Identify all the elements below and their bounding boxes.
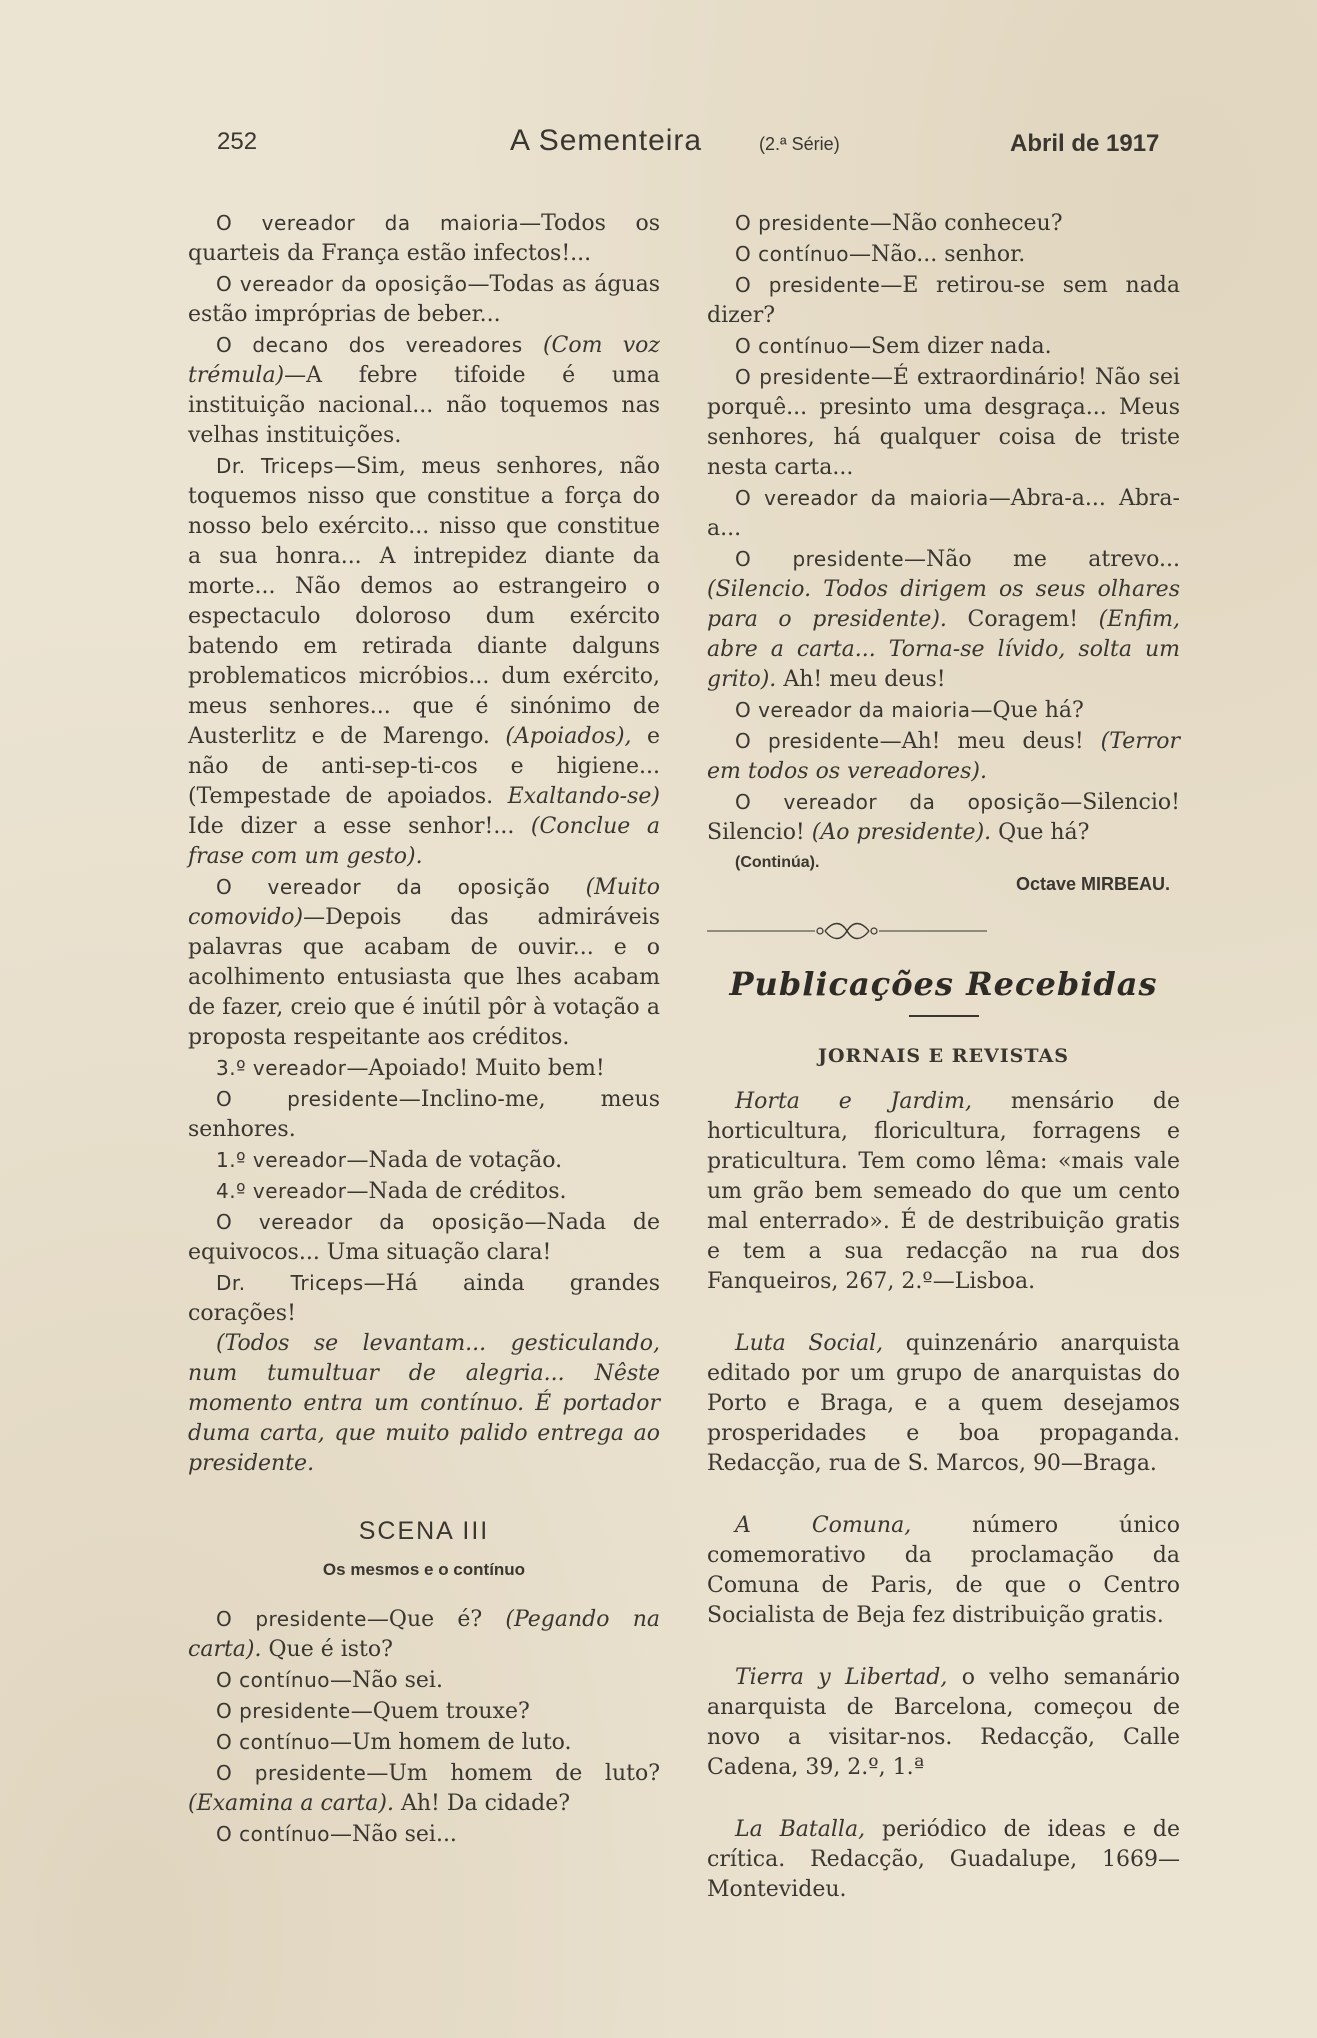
dialogue-line: O contínuo—Não sei. bbox=[216, 1668, 443, 1693]
dialogue-line: 4.º vereador—Nada de créditos. bbox=[216, 1179, 567, 1204]
dialogue-line: O presidente—Ah! meu deus! (Terror em todos os vereadores). bbox=[707, 729, 1181, 784]
dialogue-line: O presidente—Um homem de luto? (Examina a carta). Ah! Da cidade? bbox=[188, 1761, 660, 1816]
dialogue-line: O presidente—É extraordinário! Não sei porquê... presinto uma desgraça... Meus senhores, há qualquer coisa de triste nesta carta... bbox=[707, 365, 1181, 480]
author-signature: Octave MIRBEAU. bbox=[1015, 874, 1170, 894]
page-number: 252 bbox=[217, 128, 258, 155]
dialogue-line: O presidente—Que é? (Pegando na carta). Que é isto? bbox=[188, 1607, 660, 1662]
right-column bbox=[707, 208, 1180, 1937]
issue-date: Abril de 1917 bbox=[1010, 130, 1160, 157]
dialogue-line: O vereador da oposição—Nada de equivocos... Uma situação clara! bbox=[188, 1210, 660, 1265]
publication-entry: Horta e Jardim, mensário de horticultura, floricultura, forragens e praticultura. Tem como lêma: «mais vale um grão bem semeado do que um cento mal enterrado». É de destribuição gratis e tem a sua redacção na rua dos Fanqueiros, 267, 2.º—Lisboa. bbox=[707, 1089, 1180, 1294]
dialogue-line: O presidente—Inclino-me, meus senhores. bbox=[188, 1087, 660, 1142]
publication-entry: La Batalla, periódico de ideas e de crítica. Redacção, Guadalupe, 1669—Montevideu. bbox=[707, 1817, 1180, 1902]
journal-title: A Sementeira bbox=[510, 124, 703, 157]
dialogue-line: O presidente—Não me atrevo... (Silencio. Todos dirigem os seus olhares para o presidente). Coragem! (Enfim, abre a carta... Torna-se lívido, solta um grito). Ah! meu deus! bbox=[707, 547, 1181, 692]
dialogue-line: 1.º vereador—Nada de votação. bbox=[216, 1148, 563, 1173]
left-column bbox=[188, 208, 660, 1850]
dialogue-line: O vereador da maioria—Todos os quarteis da França estão infectos!... bbox=[188, 211, 660, 266]
ornament-divider bbox=[707, 919, 987, 943]
publication-entry: Luta Social, quinzenário anarquista editado por um grupo de anarquistas do Porto e Braga, e a quem desejamos prosperidades e boa propaganda. Redacção, rua de S. Marcos, 90—Braga. bbox=[707, 1331, 1180, 1476]
dialogue-line: O contínuo—Sem dizer nada. bbox=[735, 334, 1052, 359]
scene-title: SCENA III bbox=[358, 1517, 490, 1545]
section-title: Publicações Recebidas bbox=[729, 965, 1158, 1003]
dialogue-line: O presidente—E retirou-se sem nada dizer? bbox=[707, 273, 1181, 328]
subsection-title: JORNAIS E REVISTAS bbox=[818, 1045, 1069, 1067]
dialogue-line: O decano dos vereadores (Com voz trémula)—A febre tifoide é uma instituição nacional... não toquemos nas velhas instituições. bbox=[188, 333, 661, 448]
dialogue-line: O vereador da maioria—Abra-a... Abra-a... bbox=[707, 486, 1180, 541]
dialogue-line: O contínuo—Um homem de luto. bbox=[216, 1730, 572, 1755]
dialogue-line: O presidente—Não conheceu? bbox=[735, 211, 1063, 236]
series-label: (2.ª Série) bbox=[759, 134, 840, 154]
dialogue-line: O vereador da oposição—Silencio! Silencio! (Ao presidente). Que há? bbox=[707, 790, 1180, 845]
running-head bbox=[0, 124, 1317, 168]
dialogue-line: O vereador da oposição—Todas as águas estão impróprias de beber... bbox=[188, 272, 660, 327]
dialogue-line: O vereador da oposição (Muito comovido)—Depois das admiráveis palavras que acabam de ouvir... e o acolhimento entusiasta que lhes acabam de fazer, creio que é inútil pôr à votação a proposta respeitante aos créditos. bbox=[188, 875, 660, 1050]
title-rule bbox=[909, 1015, 979, 1017]
dialogue-line: O contínuo—Não sei... bbox=[216, 1822, 457, 1847]
dialogue-line: 3.º vereador—Apoiado! Muito bem! bbox=[216, 1056, 605, 1081]
dialogue-line: Dr. Triceps—Sim, meus senhores, não toquemos nisso que constitue a força do nosso belo exército... nisso que constitue a sua honra... A intrepidez diante da morte... Não demos ao estrangeiro o espectaculo doloroso dum exército batendo em retirada diante dalguns problematicos micróbios... dum exército, meus senhores... que é sinónimo de Austerlitz e de Marengo. (Apoiados), e não de anti-sep-ti-cos e higiene... (Tempestade de apoiados. Exaltando-se) Ide dizer a esse senhor!... (Conclue a frase com um gesto). bbox=[188, 454, 660, 869]
dialogue-line: O contínuo—Não... senhor. bbox=[735, 242, 1026, 267]
dialogue-line: Dr. Triceps—Há ainda grandes corações! bbox=[188, 1271, 660, 1326]
publication-entry: A Comuna, número único comemorativo da proclamação da Comuna de Paris, de que o Centro Socialista de Beja fez distribuição gratis. bbox=[707, 1513, 1180, 1628]
dialogue-line: O presidente—Quem trouxe? bbox=[216, 1699, 530, 1724]
stage-direction: (Todos se levantam... gesticulando, num tumultuar de alegria... Nêste momento entra um contínuo. É portador duma carta, que muito palido entrega ao presidente. bbox=[188, 1331, 660, 1476]
scene-subtitle: Os mesmos e o contínuo bbox=[322, 1560, 526, 1579]
dialogue-line: O vereador da maioria—Que há? bbox=[735, 698, 1084, 723]
publication-entry: Tierra y Libertad, o velho semanário anarquista de Barcelona, começou de novo a visitar-nos. Redacção, Calle Cadena, 39, 2.º, 1.ª bbox=[707, 1665, 1180, 1780]
continued-note: (Continúa). bbox=[735, 854, 820, 871]
